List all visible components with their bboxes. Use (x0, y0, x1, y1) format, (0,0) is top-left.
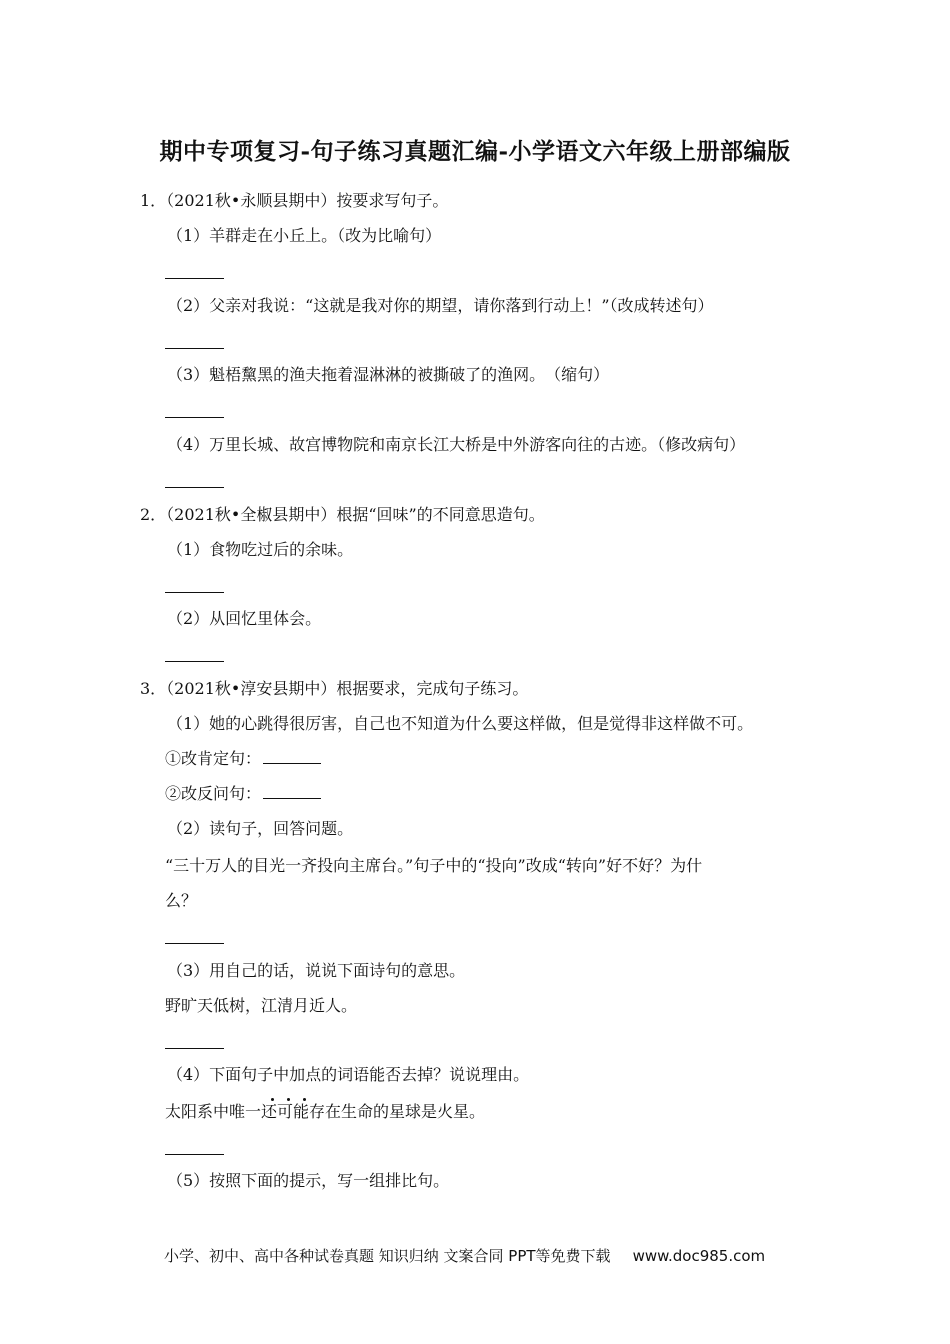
answer-blank[interactable] (165, 278, 224, 279)
question-1-part-1: （1）羊群走在小丘上。（改为比喻句） (167, 226, 442, 245)
question-3-part-4: （4）下面句子中加点的词语能否去掉？说说理由。 (167, 1065, 530, 1084)
question-3-part-4-sentence: 太阳系中唯一还可能存在生命的星球是火星。 (165, 1102, 486, 1121)
question-3-part-2-question-line-1: “三十万人的目光一齐投向主席台。”句子中的“投向”改成“转向”好不好？为什 (165, 856, 703, 875)
question-3-part-2-question-line-2: 么？ (165, 891, 198, 910)
question-2-part-1: （1）食物吃过后的余味。 (167, 540, 354, 559)
answer-blank[interactable] (165, 592, 224, 593)
emphasis-dot (287, 1098, 290, 1101)
question-1-part-3: （3）魁梧黧黑的渔夫拖着湿淋淋的被撕破了的渔网。 （缩句） (167, 365, 610, 384)
question-3-part-1b-label: ②改反问句： (165, 784, 262, 803)
answer-blank[interactable] (165, 417, 224, 418)
answer-blank[interactable] (165, 1154, 224, 1155)
answer-blank[interactable] (263, 784, 321, 799)
answer-blank[interactable] (263, 749, 321, 764)
question-3-part-1a-label: ①改肯定句： (165, 749, 262, 768)
question-3-part-2: （2）读句子，回答问题。 (167, 819, 354, 838)
emphasis-dot (303, 1098, 306, 1101)
footer-text: 小学、初中、高中各种试卷真题 知识归纳 文案合同 PPT等免费下载 (164, 1247, 611, 1265)
emphasis-dot (271, 1098, 274, 1101)
question-2-part-2: （2）从回忆里体会。 (167, 609, 322, 628)
answer-blank[interactable] (165, 1048, 224, 1049)
question-3-part-3-poem: 野旷天低树，江清月近人。 (165, 996, 358, 1015)
question-1-part-2: （2）父亲对我说：“这就是我对你的期望，请你落到行动上！”（改成转述句） (167, 296, 714, 315)
footer (164, 1245, 765, 1266)
question-3-part-3: （3）用自己的话，说说下面诗句的意思。 (167, 961, 466, 980)
footer-site-link[interactable]: www.doc985.com (632, 1247, 766, 1265)
question-3-header: 3．（2021秋•淳安县期中）根据要求，完成句子练习。 (140, 679, 529, 698)
question-1-header: 1．（2021秋•永顺县期中）按要求写句子。 (140, 191, 449, 210)
question-1-part-4: （4）万里长城、故宫博物院和南京长江大桥是中外游客向往的古迹。（修改病句） (167, 435, 746, 454)
question-3-part-1: （1）她的心跳得很厉害，自己也不知道为什么要这样做，但是觉得非这样做不可。 (167, 714, 754, 733)
question-2-header: 2．（2021秋•全椒县期中）根据“回味”的不同意思造句。 (140, 505, 545, 524)
answer-blank[interactable] (165, 487, 224, 488)
answer-blank[interactable] (165, 943, 224, 944)
answer-blank[interactable] (165, 661, 224, 662)
page-title: 期中专项复习-句子练习真题汇编-小学语文六年级上册部编版 (159, 138, 791, 165)
question-3-part-1a (165, 749, 321, 769)
question-3-part-5: （5）按照下面的提示，写一组排比句。 (167, 1171, 450, 1190)
question-3-part-1b (165, 784, 321, 804)
answer-blank[interactable] (165, 348, 224, 349)
